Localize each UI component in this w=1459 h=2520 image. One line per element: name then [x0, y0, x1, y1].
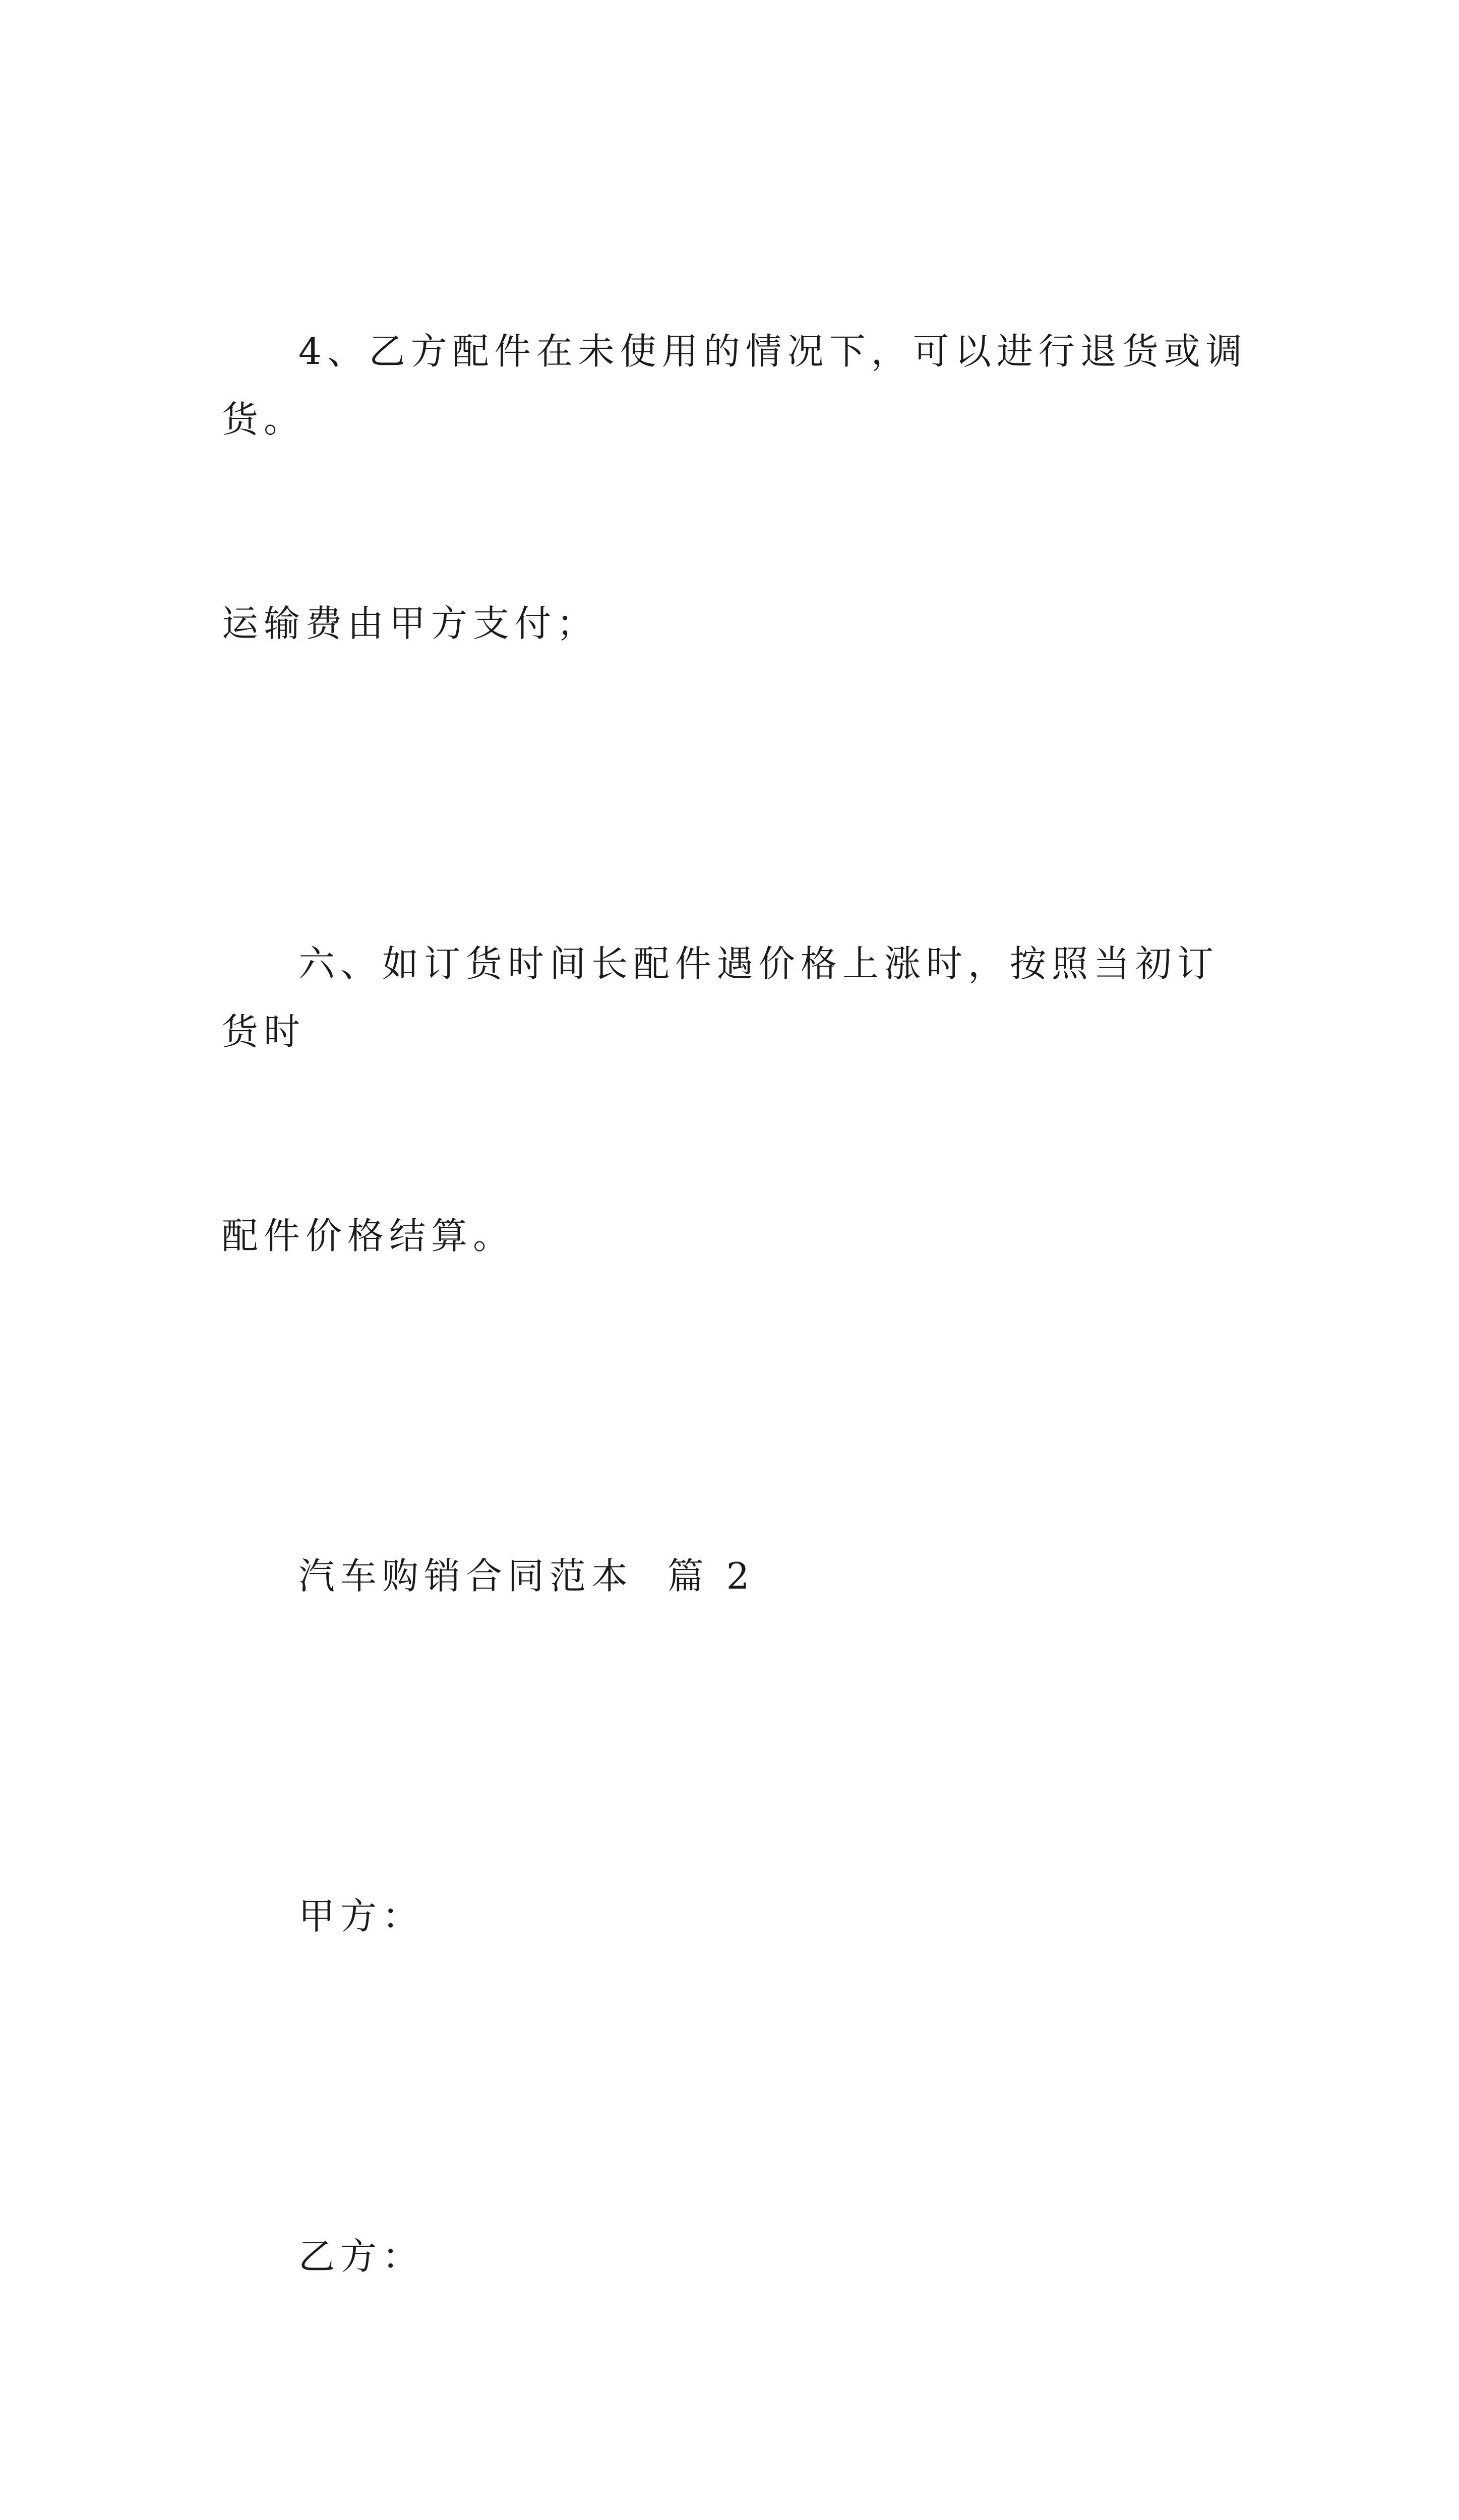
text-line: 汽车购销合同范本 篇 2: [298, 1555, 755, 1597]
section-heading: [222, 1406, 1250, 1746]
text-line: 4、乙方配件在未使用的情况下，可以进行退货或调货。: [222, 330, 1248, 440]
text-line: 运输费由甲方支付；: [222, 602, 599, 645]
text-line: 六、如订货时间长配件遇价格上涨时，按照当初订货时: [222, 942, 1220, 1053]
party-a-label: [222, 1746, 1250, 2087]
paragraph-preamble: [222, 2427, 1250, 2520]
text-line: 配件价格结算。: [222, 1215, 515, 1257]
document-body: [222, 181, 1250, 2520]
paragraph-return-policy: [222, 181, 1250, 794]
paragraph-price-clause: [222, 794, 1250, 1406]
text-line: 甲方：: [298, 1895, 424, 1937]
party-b-label: [222, 2087, 1250, 2427]
text-line: 乙方：: [298, 2235, 424, 2278]
